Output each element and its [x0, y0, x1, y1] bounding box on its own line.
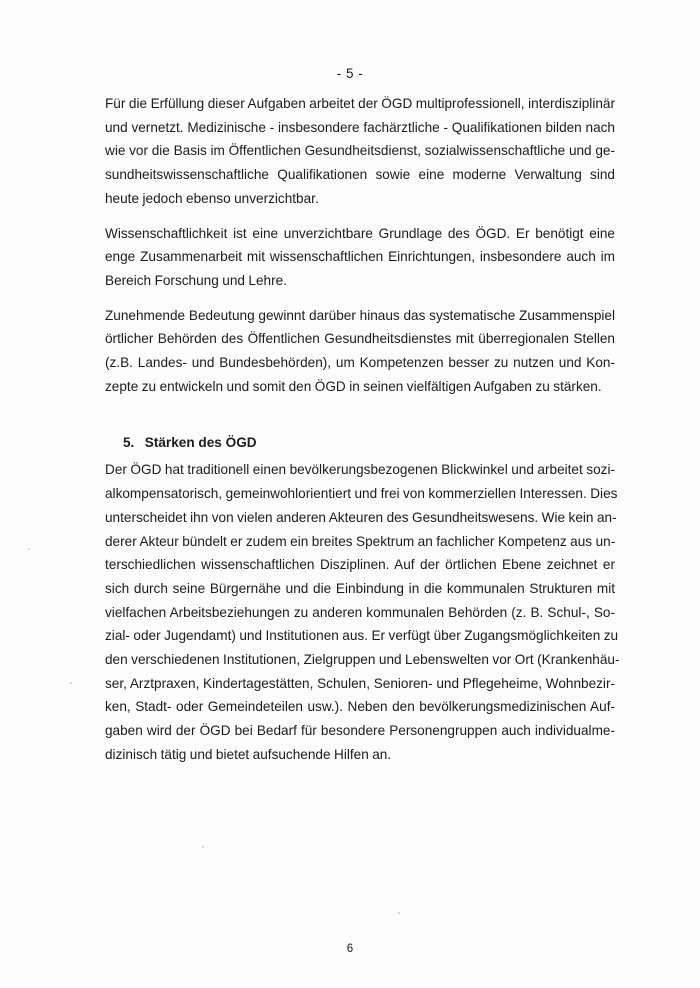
text-line: Bereich Forschung und Lehre. — [105, 272, 287, 288]
text-line: Wissenschaftlichkeit ist eine unverzichtbare Grundlage des ÖGD. Er benötigt eine — [105, 225, 615, 241]
text-line: den verschiedenen Institutionen, Zielgruppen und Lebenswelten vor Ort (Krankenhäu- — [105, 652, 620, 668]
text-line: örtlicher Behörden des Öffentlichen Gesundheitsdienstes mit überregionalen Stellen — [105, 331, 615, 347]
text-line: sich durch seine Bürgernähe und die Einbindung in die kommunalen Strukturen mit — [105, 580, 615, 596]
text-line: und vernetzt. Medizinische - insbesondere fachärztliche - Qualifikationen bilden nach — [105, 119, 615, 135]
page-number: 6 — [346, 943, 354, 955]
section-number: 5. — [123, 435, 135, 451]
text-line: derer Akteur bündelt er zudem ein breites Spektrum an fachlicher Kompetenz aus un- — [105, 533, 616, 549]
paragraph-science — [105, 222, 615, 293]
text-line: heute jedoch ebenso unverzichtbar. — [105, 190, 319, 206]
section-title: Stärken des ÖGD — [144, 435, 257, 451]
text-line: Der ÖGD hat traditionell einen bevölkerungsbezogenen Blickwinkel und arbeitet sozi- — [105, 462, 615, 478]
text-line: ser, Arztpraxen, Kindertagestätten, Schulen, Senioren- und Pflegeheime, Wohnbezir- — [105, 675, 615, 691]
paragraph-cooperation — [105, 304, 615, 399]
text-line: zial- oder Jugendamt) und Institutionen aus. Er verfügt über Zugangsmöglichkeiten zu — [105, 628, 619, 644]
text-line: sundheitswissenschaftliche Qualifikationen sowie eine moderne Verwaltung sind — [105, 167, 615, 183]
text-line: alkompensatorisch, gemeinwohlorientiert und frei von kommerziellen Interessen. Dies — [105, 486, 618, 502]
scan-speck — [398, 912, 400, 914]
text-line: zepte zu entwickeln und somit den ÖGD in seinen vielfältigen Aufgaben zu stärken. — [105, 378, 602, 394]
paragraph-strengths — [105, 458, 620, 766]
page-marker: - 5 - — [336, 66, 364, 81]
section-heading — [123, 432, 615, 454]
scan-speck — [70, 682, 72, 684]
text-line: wie vor die Basis im Öffentlichen Gesundheitsdienst, sozialwissenschaftliche und ge- — [105, 143, 615, 159]
text-line: unterscheidet ihn von vielen anderen Akteuren des Gesundheitswesens. Wie kein an- — [105, 509, 617, 525]
scan-speck — [28, 548, 30, 550]
text-line: Für die Erfüllung dieser Aufgaben arbeitet der ÖGD multiprofessionell, interdisziplinär — [105, 96, 615, 111]
text-line: vielfachen Arbeitsbeziehungen zu anderen kommunalen Behörden (z. B. Schul-, So- — [105, 604, 615, 620]
text-line: ken, Stadt- oder Gemeindeteilen usw.). Neben den bevölkerungsmedizinischen Auf- — [105, 699, 615, 715]
text-line: enge Zusammenarbeit mit wissenschaftlichen Einrichtungen, insbesondere auch im — [105, 249, 615, 265]
text-line: (z.B. Landes- und Bundesbehörden), um Kompetenzen besser zu nutzen und Kon- — [105, 355, 615, 371]
text-line: Zunehmende Bedeutung gewinnt darüber hinaus das systematische Zusammenspiel — [105, 307, 615, 323]
paragraph-multiprofessional — [105, 92, 615, 211]
text-line: terschiedlichen wissenschaftlichen Disziplinen. Auf der örtlichen Ebene zeichnet er — [105, 557, 615, 573]
scan-speck — [202, 846, 204, 848]
page-body — [105, 92, 620, 778]
text-line: gaben wird der ÖGD bei Bedarf für besondere Personengruppen auch individualme- — [105, 723, 615, 739]
text-line: dizinisch tätig und bietet aufsuchende Hilfen an. — [105, 746, 392, 762]
